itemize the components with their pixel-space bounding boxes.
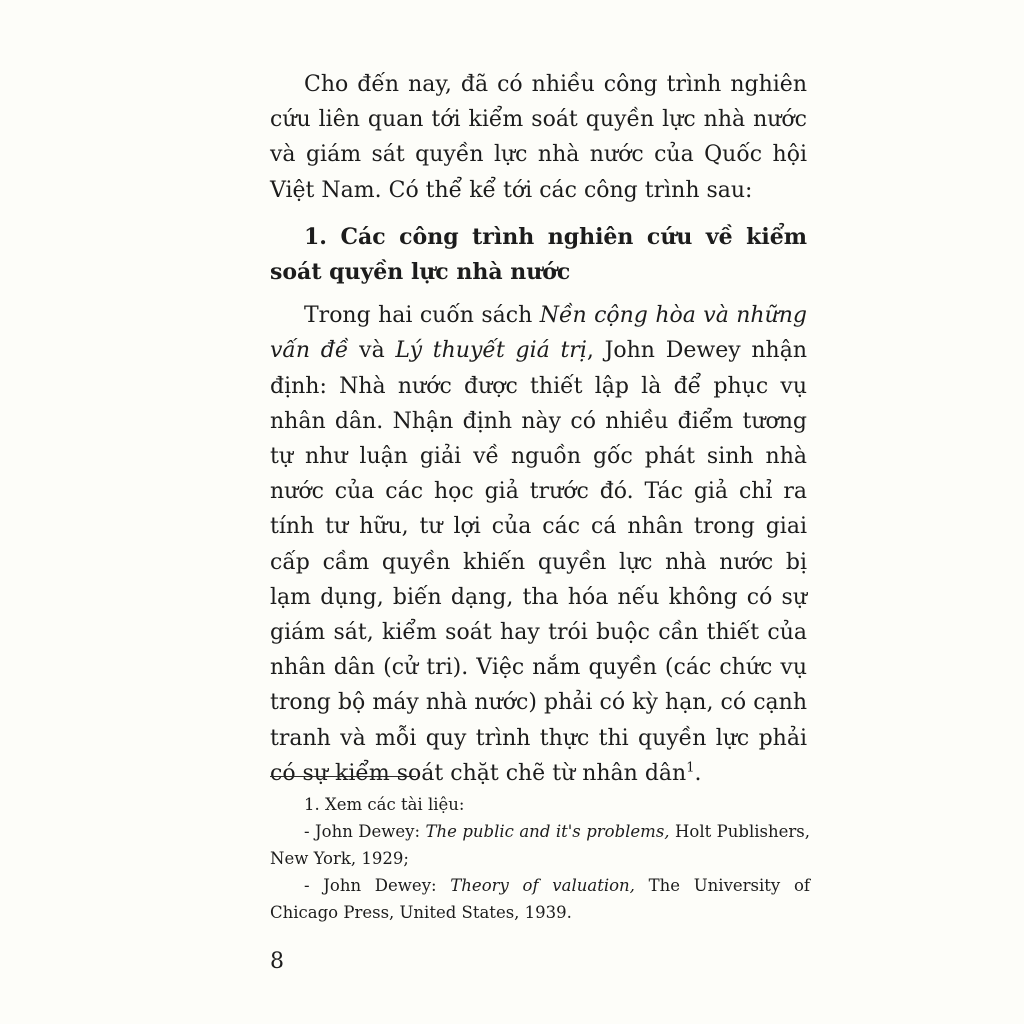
footnote-reference[interactable]: 1 bbox=[686, 760, 695, 776]
footnote-intro: 1. Xem các tài liệu: bbox=[304, 795, 465, 814]
footnote-ref-2-publisher: The University of Chicago Press, United States, 1939. bbox=[270, 876, 811, 922]
paragraph-end: . bbox=[694, 760, 702, 786]
paragraph-lead: Trong hai cuốn sách bbox=[304, 303, 540, 329]
footnotes bbox=[270, 791, 810, 926]
footnote-ref-1-title: The public and it's problems, bbox=[425, 822, 670, 841]
book-title-republic: Nền cộng hòa và những vấn đề bbox=[270, 303, 807, 364]
dewey-paragraph bbox=[270, 298, 807, 791]
intro-paragraph: Cho đến nay, đã có nhiều công trình nghiên cứu liên quan tới kiểm soát quyền lực nhà nước và giám sát quyền lực nhà nước của Quốc hội Việt Nam. Có thể kể tới các công trình sau: bbox=[270, 72, 807, 203]
footnote-ref-1-publisher: Holt Publishers, New York, 1929; bbox=[270, 822, 810, 868]
footnote-reference-2 bbox=[270, 872, 810, 926]
book-title-valuation: Lý thuyết giá trị bbox=[395, 338, 587, 364]
footnote-ref-2-title: Theory of valuation, bbox=[450, 876, 635, 895]
footnote-ref-2-author: - John Dewey: bbox=[304, 876, 451, 895]
paragraph-conjunction: và bbox=[348, 338, 396, 364]
footnote-reference-1 bbox=[270, 818, 810, 872]
footnote-divider bbox=[270, 776, 416, 777]
footnote-ref-1-author: - John Dewey: bbox=[304, 822, 426, 841]
main-text bbox=[270, 67, 807, 797]
paragraph-body: , John Dewey nhận định: Nhà nước được thiết lập là để phục vụ nhân dân. Nhận định này có nhiều điểm tương tự như luận giải về nguồn gốc phát sinh nhà nước của các học giả trước đó. Tác giả chỉ ra tính tư hữu, tư lợi của các cá nhân trong giai cấp cầm quyền khiến quyền lực nhà nước bị lạm dụng, biến dạng, tha hóa nếu không có sự giám sát, kiểm soát hay trói buộc cần thiết của nhân dân (cử tri). Việc nắm quyền (các chức vụ trong bộ máy nhà nước) phải có kỳ hạn, có cạnh tranh và mỗi quy trình thực thi quyền lực phải có sự kiểm soát chặt chẽ từ nhân dân bbox=[270, 338, 807, 786]
page-number: 8 bbox=[270, 949, 284, 974]
section-heading: 1. Các công trình nghiên cứu về kiểm soát quyền lực nhà nước bbox=[270, 223, 807, 286]
